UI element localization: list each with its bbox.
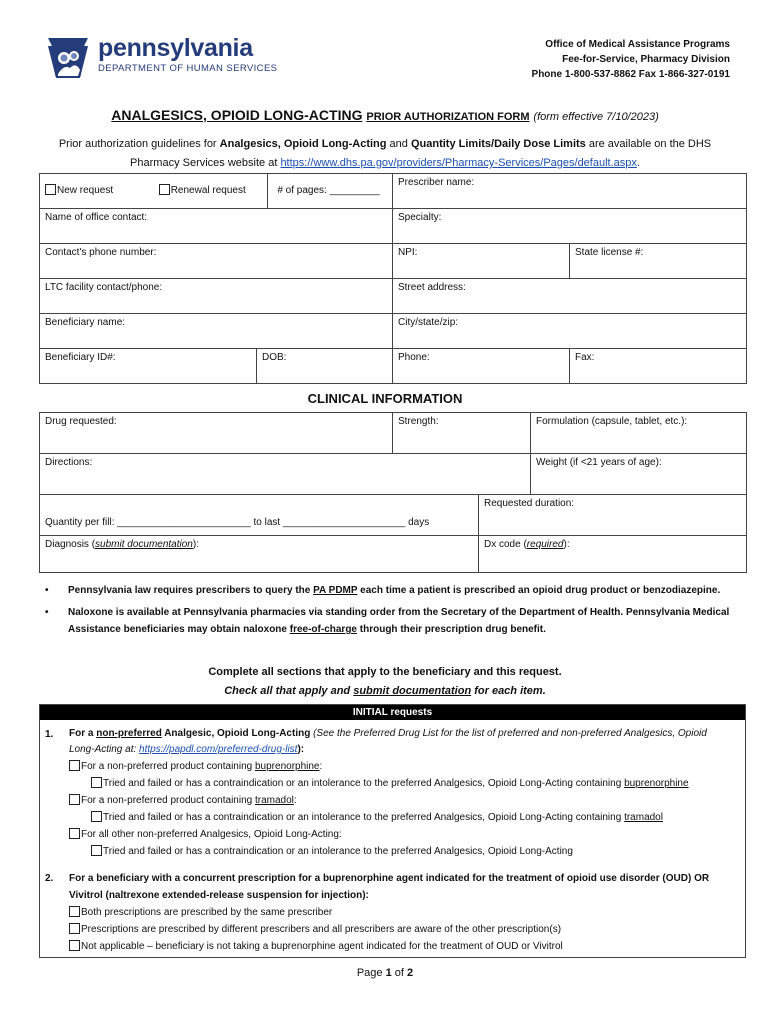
clinical-information-table — [39, 412, 747, 573]
renewal-request-label: Renewal request — [170, 185, 246, 196]
state-license-label: State license #: — [575, 247, 644, 258]
pa-pdmp-link[interactable]: PA PDMP — [313, 585, 358, 596]
dhs-pharmacy-link[interactable]: https://www.dhs.pa.gov/providers/Pharmacy-Services/Pages/default.aspx — [280, 157, 637, 169]
form-title-main: ANALGESICS, OPIOID LONG-ACTING — [111, 107, 363, 123]
complete-line-1: Complete all sections that apply to the beneficiary and this request. — [208, 666, 562, 678]
option-label: Prescriptions are prescribed by different prescribers and all prescribers are aware of the other prescription(s) — [81, 924, 562, 935]
page-label: Page — [356, 967, 386, 979]
option-label-underline: tramadol — [255, 795, 294, 806]
checkbox-icon — [69, 940, 80, 951]
office-line-1: Office of Medical Assistance Programs — [545, 39, 730, 50]
requested-duration-field[interactable] — [479, 495, 747, 536]
item-2-lead: For a beneficiary with a concurrent prescription for a buprenorphine agent indicated for the treatment of opioid use disorder (OUD) OR Vivitrol (naltrexone extended-release suspension for injection): — [69, 873, 710, 901]
requested-duration-label: Requested duration: — [484, 498, 575, 509]
beneficiary-id-label: Beneficiary ID#: — [45, 352, 116, 363]
sub-option-label: Tried and failed or has a contraindication or an intolerance to the preferred Analgesics, Opioid Long-Acting containing — [103, 778, 625, 789]
guidelines-text: are available on the DHS Pharmacy Services website at — [130, 138, 712, 169]
prescriber-name-label: Prescriber name: — [398, 177, 475, 188]
initial-item-2 — [45, 870, 735, 955]
page-footer — [0, 967, 770, 979]
sub-option-label: Tried and failed or has a contraindication or an intolerance to the preferred Analgesics, Opioid Long-Acting containing — [103, 812, 625, 823]
drug-requested-label: Drug requested: — [45, 416, 117, 427]
diagnosis-field[interactable] — [40, 536, 479, 573]
item-1-option-buprenorphine[interactable] — [69, 758, 735, 775]
checkbox-icon — [91, 845, 102, 856]
beneficiary-name-label: Beneficiary name: — [45, 317, 126, 328]
form-title-effective: (form effective 7/10/2023) — [533, 111, 659, 123]
checkbox-icon — [69, 760, 80, 771]
item-2-option-same-prescriber[interactable] — [69, 904, 735, 921]
dx-code-label: Dx code ( — [484, 539, 527, 550]
page-total: 2 — [407, 967, 414, 979]
directions-field[interactable] — [40, 454, 531, 495]
diagnosis-submit-doc: submit documentation — [95, 539, 193, 550]
form-title-form: PRIOR AUTHORIZATION FORM — [366, 111, 530, 123]
bullet-text: Naloxone is available at Pennsylvania pharmacies via standing order from the Secretary of the Department of Health. Pennsylvania Medical Assistance beneficiaries may obtain naloxone — [68, 607, 730, 635]
bullet-text: through their prescription drug benefit. — [357, 624, 546, 635]
checkbox-icon — [69, 828, 80, 839]
renewal-request-checkbox[interactable] — [159, 185, 246, 196]
checkbox-icon — [91, 777, 102, 788]
ltc-contact-label: LTC facility contact/phone: — [45, 282, 163, 293]
item-number: 2. — [45, 873, 54, 884]
option-label-end: : — [319, 761, 323, 772]
directions-label: Directions: — [45, 457, 93, 468]
specialty-label: Specialty: — [398, 212, 442, 223]
formulation-label: Formulation (capsule, tablet, etc.): — [536, 416, 688, 427]
sub-option-label: Tried and failed or has a contraindication or an intolerance to the preferred Analgesics, Opioid Long-Acting — [103, 846, 573, 857]
bullet-pdmp — [40, 582, 730, 599]
sub-option-underline: buprenorphine — [624, 778, 689, 789]
checkbox-icon — [69, 906, 80, 917]
guidelines-text: and — [386, 138, 411, 150]
preferred-drug-list-link[interactable]: https://papdl.com/preferred-drug-list — [139, 744, 298, 755]
bullet-text: Pennsylvania law requires prescribers to query the — [68, 585, 314, 596]
initial-requests-section — [39, 704, 746, 958]
city-state-zip-label: City/state/zip: — [398, 317, 459, 328]
free-of-charge-text: free-of-charge — [289, 624, 357, 635]
prescriber-beneficiary-table — [39, 173, 747, 384]
quantity-label: Quantity per fill: ________________________ to last ______________________ days — [45, 517, 430, 528]
strength-label: Strength: — [398, 416, 439, 427]
ltc-contact-field[interactable] — [40, 279, 393, 314]
item-1-option-tramadol[interactable] — [69, 792, 735, 809]
option-label: For all other non-preferred Analgesics, Opioid Long-Acting: — [81, 829, 342, 840]
office-contact-field[interactable] — [40, 209, 393, 244]
page-of: of — [391, 967, 408, 979]
initial-requests-bar: INITIAL requests — [40, 705, 745, 720]
guidelines-bold-1: Analgesics, Opioid Long-Acting — [219, 138, 387, 150]
weight-label: Weight (if <21 years of age): — [536, 457, 662, 468]
checkbox-icon — [91, 811, 102, 822]
checkbox-icon — [69, 923, 80, 934]
dx-code-field[interactable] — [479, 536, 747, 573]
fax-label: Fax: — [575, 352, 595, 363]
item-1-non-preferred: non-preferred — [96, 728, 162, 739]
prescriber-name-field[interactable] — [393, 174, 747, 209]
form-title — [0, 107, 770, 123]
office-line-3: Phone 1-800-537-8862 Fax 1-866-327-0191 — [531, 69, 730, 80]
notice-bullets — [40, 582, 730, 643]
weight-field[interactable] — [531, 454, 747, 495]
contact-phone-label: Contact's phone number: — [45, 247, 157, 258]
bullet-text: each time a patient is prescribed an opioid drug product or benzodiazepine. — [357, 585, 721, 596]
city-state-zip-field[interactable] — [393, 314, 747, 349]
dx-code-required: required — [526, 539, 564, 550]
pages-field[interactable]: # of pages: _________ — [277, 185, 380, 196]
item-1-lead — [69, 726, 735, 758]
new-request-checkbox[interactable] — [45, 185, 113, 196]
dx-code-label-end: ): — [563, 539, 570, 550]
new-request-label: New request — [57, 185, 114, 196]
complete-line-2 — [0, 682, 770, 701]
phone-field[interactable] — [393, 349, 570, 384]
initial-item-1 — [45, 726, 735, 860]
complete-instructions — [0, 663, 770, 701]
bullet-dot-icon: • — [45, 607, 49, 618]
logo-department: DEPARTMENT OF HUMAN SERVICES — [98, 63, 278, 74]
item-number: 1. — [45, 729, 54, 740]
item-1-note: (See the Preferred Drug List for the list of preferred and non-preferred Analgesics, Opioid Long-Acting at: — [69, 728, 707, 755]
formulation-field[interactable] — [531, 413, 747, 454]
office-info — [532, 37, 730, 82]
guidelines-text: . — [636, 157, 640, 169]
complete-submit-doc: submit documentation — [353, 685, 472, 697]
sub-option-underline: tramadol — [624, 812, 663, 823]
item-2-option-different-prescribers[interactable] — [69, 921, 735, 938]
checkbox-icon — [69, 794, 80, 805]
keystone-logo-icon — [44, 36, 92, 80]
dhs-logo — [44, 36, 277, 80]
quantity-field[interactable] — [40, 495, 479, 536]
option-label: For a non-preferred product containing — [81, 761, 255, 772]
page-number: 1 — [385, 967, 392, 979]
dob-label: DOB: — [262, 352, 287, 363]
option-label-underline: buprenorphine — [255, 761, 320, 772]
logo-name: pennsylvania — [98, 34, 253, 62]
complete-line-2-text: Check all that apply and — [224, 685, 354, 697]
bullet-naloxone — [40, 604, 730, 638]
item-1-sub-tramadol[interactable] — [91, 809, 735, 826]
item-1-option-other[interactable] — [69, 826, 735, 843]
item-1-lead-text: For a — [69, 728, 97, 739]
guidelines-paragraph — [40, 135, 730, 173]
option-label: Not applicable – beneficiary is not taking a buprenorphine agent indicated for the treatment of OUD or Vivitrol — [81, 941, 563, 952]
office-line-2: Fee-for-Service, Pharmacy Division — [562, 54, 730, 65]
item-1-note-end: ): — [297, 744, 305, 755]
beneficiary-id-field[interactable] — [40, 349, 257, 384]
clinical-information-heading: CLINICAL INFORMATION — [307, 391, 463, 406]
office-contact-label: Name of office contact: — [45, 212, 148, 223]
item-1-lead-text-end: Analgesic, Opioid Long-Acting — [161, 728, 311, 739]
diagnosis-label-end: ): — [192, 539, 199, 550]
option-label: For a non-preferred product containing — [81, 795, 255, 806]
street-address-field[interactable] — [393, 279, 747, 314]
option-label-end: : — [293, 795, 297, 806]
item-1-sub-buprenorphine[interactable] — [91, 775, 735, 792]
complete-line-2-end: for each item. — [471, 685, 546, 697]
npi-label: NPI: — [398, 247, 418, 258]
state-license-field[interactable] — [570, 244, 747, 279]
dob-field[interactable] — [257, 349, 393, 384]
item-1-sub-other[interactable] — [91, 843, 735, 860]
strength-field[interactable] — [393, 413, 531, 454]
phone-label: Phone: — [398, 352, 430, 363]
option-label: Both prescriptions are prescribed by the same prescriber — [81, 907, 333, 918]
beneficiary-name-field[interactable] — [40, 314, 393, 349]
contact-phone-field[interactable] — [40, 244, 393, 279]
fax-field[interactable] — [570, 349, 747, 384]
npi-field[interactable] — [393, 244, 570, 279]
guidelines-bold-2: Quantity Limits/Daily Dose Limits — [410, 138, 586, 150]
bullet-dot-icon: • — [45, 585, 49, 596]
request-type-cell — [40, 174, 393, 209]
guidelines-text: Prior authorization guidelines for — [58, 138, 220, 150]
specialty-field[interactable] — [393, 209, 747, 244]
diagnosis-label: Diagnosis ( — [45, 539, 96, 550]
item-2-option-not-applicable[interactable] — [69, 938, 735, 955]
street-address-label: Street address: — [398, 282, 466, 293]
drug-requested-field[interactable] — [40, 413, 393, 454]
